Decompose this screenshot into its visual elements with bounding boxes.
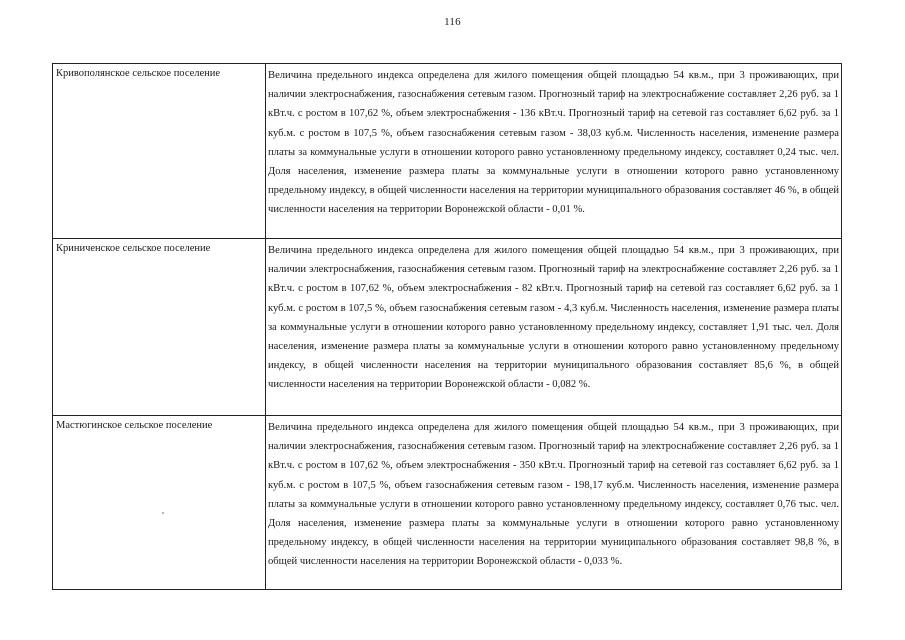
settlement-description-cell: Величина предельного индекса определена для жилого помещения общей площадью 54 кв.м., при 3 проживающих, при наличии электроснабжения, газоснабжения сетевым газом. Прогнозный тариф на электроснабжение составляет 2,26 руб. за 1 кВт.ч. с ростом в 107,62 %, объем электроснабжения - 82 кВт.ч. Прогнозный тариф на сетевой газ составляет 6,62 руб. за 1 куб.м. с ростом в 107,5 %, объем газоснабжения сетевым газом - 4,3 куб.м. Численность населения, изменение размера платы за коммунальные услуги в отношении которого равно установленному предельному индексу, составляет 1,91 тыс. чел. Доля населения, изменение размера платы за коммунальные услуги в отношении которого равно установленному предельному индексу, в общей численности населения на территории муниципального образования составляет 85,6 %, в общей численности населения на территории Воронежской области - 0,082 %.	[268, 245, 839, 391]
table-row	[53, 416, 841, 590]
table-row	[53, 64, 841, 239]
settlement-name-cell: Мастюгинское сельское поселение	[53, 416, 266, 589]
settlement-description-cell: Величина предельного индекса определена для жилого помещения общей площадью 54 кв.м., при 3 проживающих, при наличии электроснабжения, газоснабжения сетевым газом. Прогнозный тариф на электроснабжение составляет 2,26 руб. за 1 кВт.ч. с ростом в 107,62 %, объем электроснабжения - 136 кВт.ч. Прогнозный тариф на сетевой газ составляет 6,62 руб. за 1 куб.м. с ростом в 107,5 %, объем газоснабжения сетевым газом - 38,03 куб.м. Численность населения, изменение размера платы за коммунальные услуги в отношении которого равно установленному предельному индексу, составляет 0,24 тыс. чел. Доля населения, изменение размера платы за коммунальные услуги в отношении которого равно установленному предельному индексу, в общей численности населения на территории муниципального образования составляет 46 %, в общей численности населения на территории Воронежской области - 0,01 %.	[268, 70, 839, 216]
page-number: 116	[444, 16, 461, 28]
settlement-name-cell: Кривополянское сельское поселение	[53, 64, 266, 238]
table-row	[53, 239, 841, 416]
scan-artifact	[162, 512, 164, 514]
settlement-name-cell: Криниченское сельское поселение	[53, 239, 266, 415]
settlement-description-cell: Величина предельного индекса определена для жилого помещения общей площадью 54 кв.м., при 3 проживающих, при наличии электроснабжения, газоснабжения сетевым газом. Прогнозный тариф на электроснабжение составляет 2,26 руб. за 1 кВт.ч. с ростом в 107,62 %, объем электроснабжения - 350 кВт.ч. Прогнозный тариф на сетевой газ составляет 6,62 руб. за 1 куб.м. с ростом в 107,5 %, объем газоснабжения сетевым газом - 198,17 куб.м. Численность населения, изменение размера платы за коммунальные услуги в отношении которого равно установленному предельному индексу, составляет 0,76 тыс. чел. Доля населения, изменение размера платы за коммунальные услуги в отношении которого равно установленному предельному индексу, в общей численности населения на территории муниципального образования составляет 98,8 %, в общей численности населения на территории Воронежской области - 0,033 %.	[268, 422, 839, 568]
tariff-index-table	[52, 63, 842, 590]
